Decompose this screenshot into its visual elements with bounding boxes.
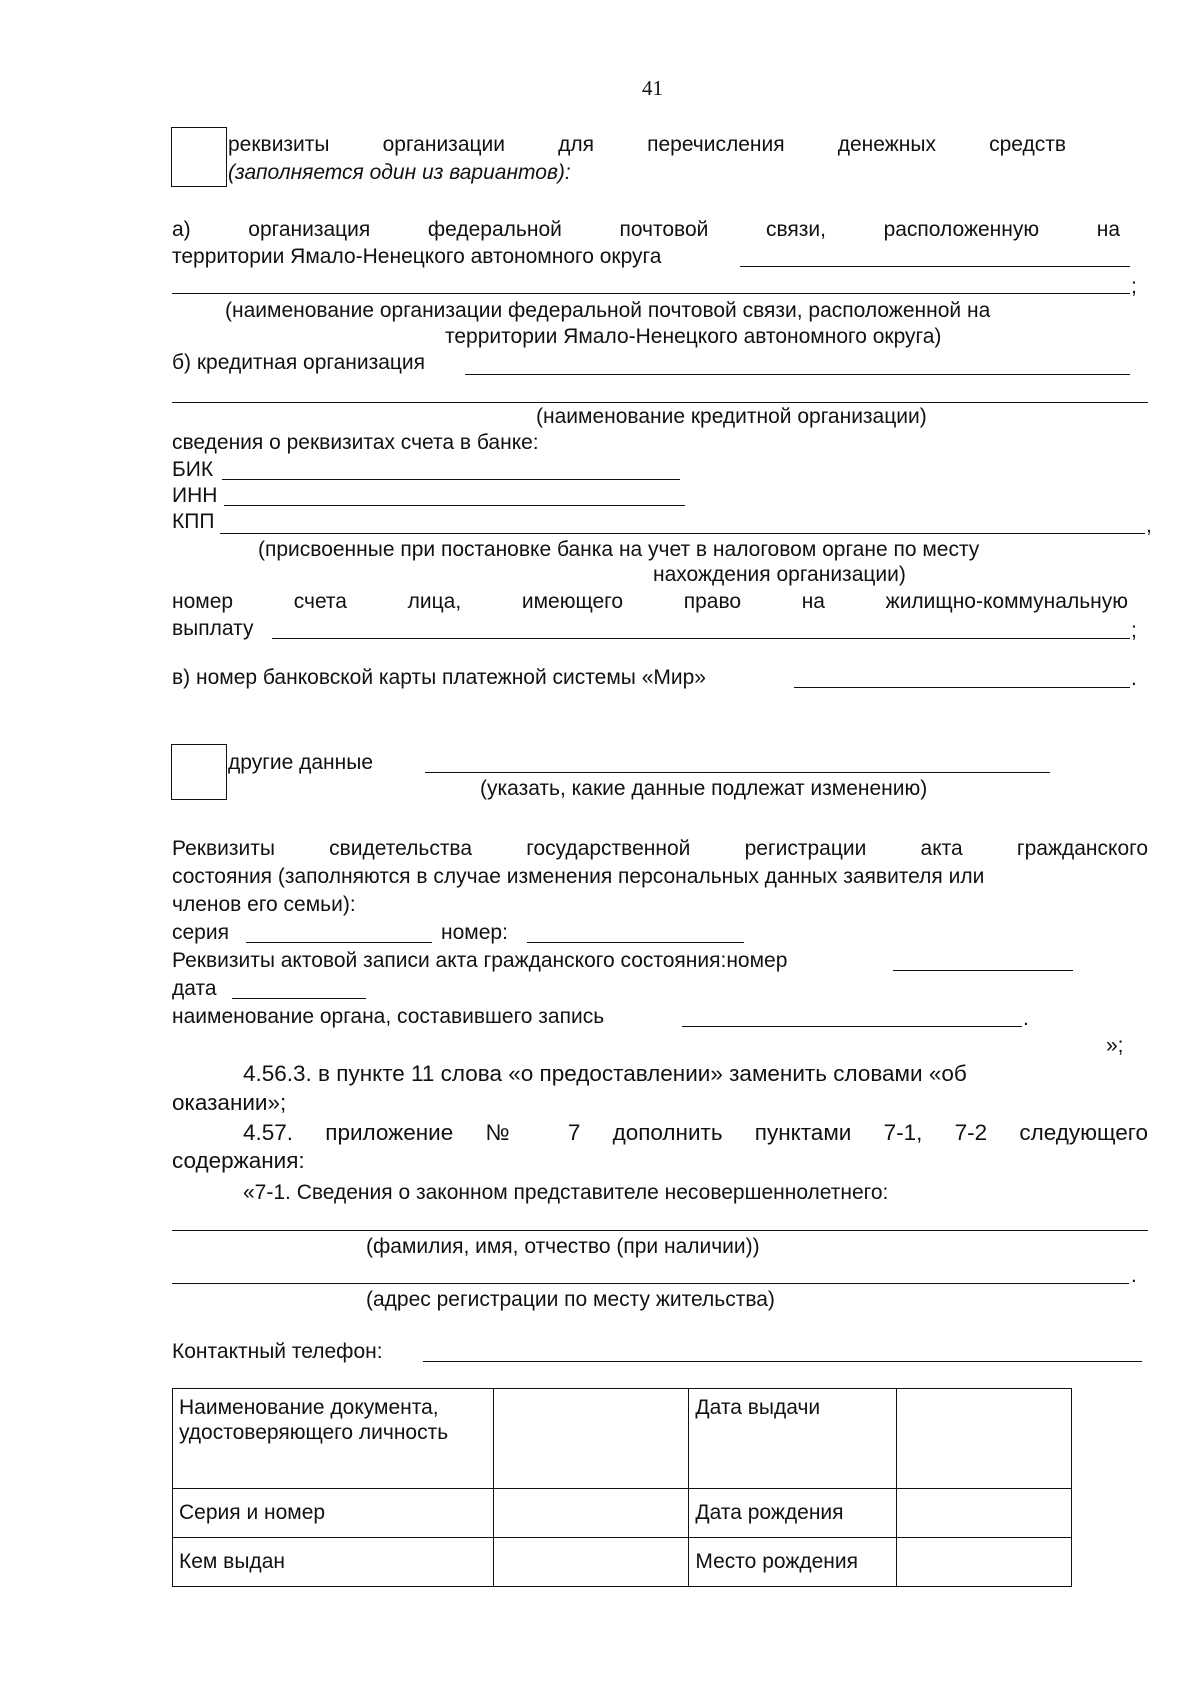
option-a-caption-1: (наименование организации федеральной почтовой связи, расположенной на — [225, 299, 991, 322]
record-label: Реквизиты актовой записи акта гражданского состояния:номер — [172, 949, 788, 972]
account-fill-line[interactable] — [272, 638, 1130, 639]
option-b-label: б) кредитная организация — [172, 351, 426, 374]
option-b-caption: (наименование кредитной организации) — [536, 405, 927, 428]
certificate-line-3: членов его семьи): — [172, 893, 356, 916]
kpp-caption-1: (присвоенные при постановке банка на учет в налоговом органе по месту — [258, 538, 980, 561]
option-a-line2: территории Ямало-Ненецкого автономного округа — [172, 245, 662, 268]
amendment-4563-line-1: 4.56.3. в пункте 11 слова «о предоставлении» заменить словами «об — [243, 1061, 967, 1086]
other-data-caption: (указать, какие данные подлежат изменению) — [480, 777, 928, 800]
kpp-fill-line[interactable] — [220, 533, 1145, 534]
other-data-checkbox[interactable] — [171, 744, 227, 800]
requisites-hint: (заполняется один из вариантов): — [228, 161, 571, 184]
number-fill-line[interactable] — [527, 942, 744, 943]
birth-date-label: Дата рождения — [689, 1489, 897, 1538]
birth-place-value[interactable] — [897, 1538, 1072, 1587]
table-row — [173, 1538, 1072, 1587]
amendment-4563-line-2: оказании»; — [172, 1090, 287, 1115]
id-document-table — [172, 1388, 1072, 1587]
requisites-checkbox[interactable] — [171, 127, 227, 187]
account-semicolon: ; — [1131, 619, 1137, 642]
kpp-label: КПП — [172, 510, 215, 533]
phone-fill-line[interactable] — [423, 1361, 1142, 1362]
option-a-semicolon: ; — [1131, 275, 1137, 298]
address-fill-line[interactable] — [172, 1283, 1129, 1284]
page-number: 41 — [642, 76, 663, 100]
account-line-1: номер счета лица, имеющего право на жилищно-коммунальную — [172, 590, 1128, 613]
id-doc-name-label: Наименование документа, удостоверяющего личность — [173, 1389, 494, 1489]
id-doc-name-value[interactable] — [493, 1389, 689, 1489]
table-row — [173, 1389, 1072, 1489]
amendment-457-line-2: содержания: — [172, 1148, 305, 1173]
option-a-caption-2: территории Ямало-Ненецкого автономного округа) — [445, 325, 942, 348]
option-b-fill-line-2[interactable] — [172, 402, 1148, 403]
number-label: номер: — [441, 921, 508, 944]
bank-details-label: сведения о реквизитах счета в банке: — [172, 431, 539, 454]
authority-fill-line[interactable] — [682, 1026, 1022, 1027]
issued-by-value[interactable] — [493, 1538, 689, 1587]
birth-date-value[interactable] — [897, 1489, 1072, 1538]
date-label: дата — [172, 977, 217, 1000]
issued-by-label: Кем выдан — [173, 1538, 494, 1587]
kpp-comma: , — [1146, 514, 1152, 537]
section-7-1-title: «7-1. Сведения о законном представителе несовершеннолетнего: — [243, 1181, 889, 1204]
fio-caption: (фамилия, имя, отчество (при наличии)) — [366, 1235, 760, 1258]
option-a-fill-line[interactable] — [740, 266, 1130, 267]
record-number-fill-line[interactable] — [893, 970, 1073, 971]
table-row — [173, 1489, 1072, 1538]
date-fill-line[interactable] — [232, 998, 366, 999]
birth-place-label: Место рождения — [689, 1538, 897, 1587]
other-data-label: другие данные — [228, 751, 374, 774]
requisites-title: реквизиты организации для перечисления денежных средств — [228, 133, 1066, 156]
issue-date-value[interactable] — [897, 1389, 1072, 1489]
certificate-line-2: состояния (заполняются в случае изменения персональных данных заявителя или — [172, 865, 985, 888]
option-a-line1: а) организация федеральной почтовой связи, расположенную на — [172, 218, 1120, 241]
series-number-value[interactable] — [493, 1489, 689, 1538]
option-c-fill-line[interactable] — [794, 687, 1130, 688]
phone-label: Контактный телефон: — [172, 1340, 383, 1363]
option-a-fill-line-2[interactable] — [172, 293, 1130, 294]
option-c-period: . — [1131, 667, 1137, 690]
option-c-label: в) номер банковской карты платежной системы «Мир» — [172, 666, 706, 689]
option-b-fill-line[interactable] — [465, 374, 1130, 375]
bik-label: БИК — [172, 458, 214, 481]
inn-label: ИНН — [172, 484, 218, 507]
kpp-caption-2: нахождения организации) — [653, 563, 906, 586]
address-caption: (адрес регистрации по месту жительства) — [366, 1288, 775, 1311]
closing-quote: »; — [1106, 1034, 1124, 1057]
series-number-label: Серия и номер — [173, 1489, 494, 1538]
series-label: серия — [172, 921, 229, 944]
certificate-line-1: Реквизиты свидетельства государственной регистрации акта гражданского — [172, 837, 1148, 860]
authority-period: . — [1023, 1007, 1029, 1030]
authority-label: наименование органа, составившего запись — [172, 1005, 605, 1028]
amendment-457-line-1: 4.57. приложение № 7 дополнить пунктами 7-1, 7-2 следующего — [243, 1120, 1148, 1145]
inn-fill-line[interactable] — [224, 505, 685, 506]
address-period: . — [1131, 1264, 1137, 1287]
bik-fill-line[interactable] — [222, 479, 680, 480]
account-line-2: выплату — [172, 617, 254, 640]
series-fill-line[interactable] — [246, 942, 432, 943]
fio-fill-line[interactable] — [172, 1230, 1148, 1231]
other-data-fill-line[interactable] — [425, 772, 1050, 773]
issue-date-label: Дата выдачи — [689, 1389, 897, 1489]
